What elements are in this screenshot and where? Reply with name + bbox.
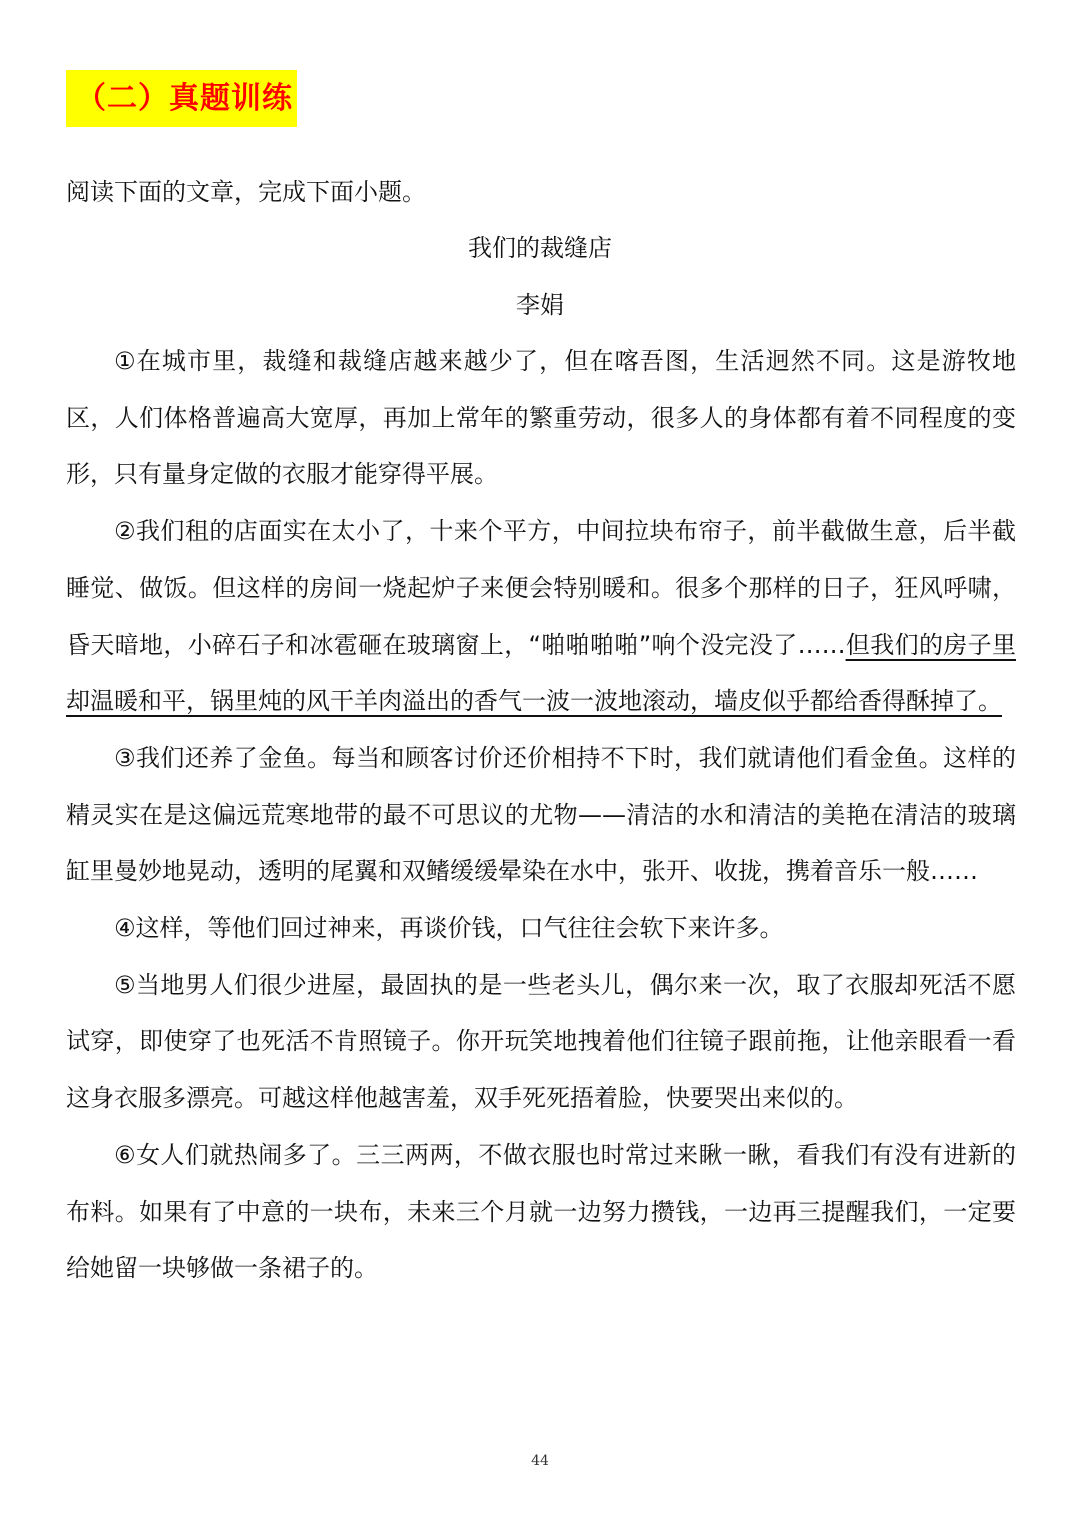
paragraph-text: ④这样，等他们回过神来，再谈价钱，口气往往会软下来许多。 — [114, 914, 784, 943]
paragraph-text: ⑥女人们就热闹多了。三三两两，不做衣服也时常过来瞅一瞅，看我们有没有进新的布料。如果有了中意的一块布，未来三个月就一边努力攒钱，一边再三提醒我们，一定要给她留一块够做一条裙子的。 — [66, 1140, 1016, 1283]
paragraph-3 — [66, 730, 1016, 900]
article-title: 我们的裁缝店 — [468, 234, 612, 262]
paragraph-5 — [66, 957, 1016, 1127]
article-author: 李娟 — [516, 291, 564, 319]
paragraph-6 — [66, 1127, 1016, 1297]
paragraph-text: ①在城市里，裁缝和裁缝店越来越少了，但在喀吾图，生活迥然不同。这是游牧地区，人们体格普遍高大宽厚，再加上常年的繁重劳动，很多人的身体都有着不同程度的变形，只有量身定做的衣服才能穿得平展。 — [66, 347, 1016, 489]
paragraph-4 — [66, 900, 1016, 957]
underlined-sentence: 但我们的房子里却温暖和平，锅里炖的风干羊肉溢出的香气一波一波地滚动，墙皮似乎都给香得酥掉了。 — [66, 630, 1016, 716]
section-title: （二）真题训练 — [66, 70, 297, 127]
paragraph-text: ②我们租的店面实在太小了，十来个平方，中间拉块布帘子，前半截做生意，后半截睡觉、做饭。但这样的房间一烧起炉子来便会特别暖和。很多个那样的日子，狂风呼啸，昏天暗地，小碎石子和冰雹砸在玻璃窗上，“啪啪啪啪”响个没完没了…… — [66, 517, 1016, 659]
paragraph-text: ⑤当地男人们很少进屋，最固执的是一些老头儿，偶尔来一次，取了衣服却死活不愿试穿，即使穿了也死活不肯照镜子。你开玩笑地拽着他们往镜子跟前拖，让他亲眼看一看这身衣服多漂亮。可越这样他越害羞，双手死死捂着脸，快要哭出来似的。 — [66, 970, 1016, 1113]
paragraph-1 — [66, 333, 1016, 503]
article-body — [66, 333, 1016, 1297]
page-number: 44 — [531, 1453, 549, 1469]
paragraph-2 — [66, 503, 1016, 730]
instruction-text: 阅读下面的文章，完成下面小题。 — [66, 178, 426, 206]
paragraph-text: ③我们还养了金鱼。每当和顾客讨价还价相持不下时，我们就请他们看金鱼。这样的精灵实在是这偏远荒寒地带的最不可思议的尤物——清洁的水和清洁的美艳在清洁的玻璃缸里曼妙地晃动，透明的尾翼和双鳍缓缓晕染在水中，张开、收拢，携着音乐一般…… — [66, 743, 1016, 886]
